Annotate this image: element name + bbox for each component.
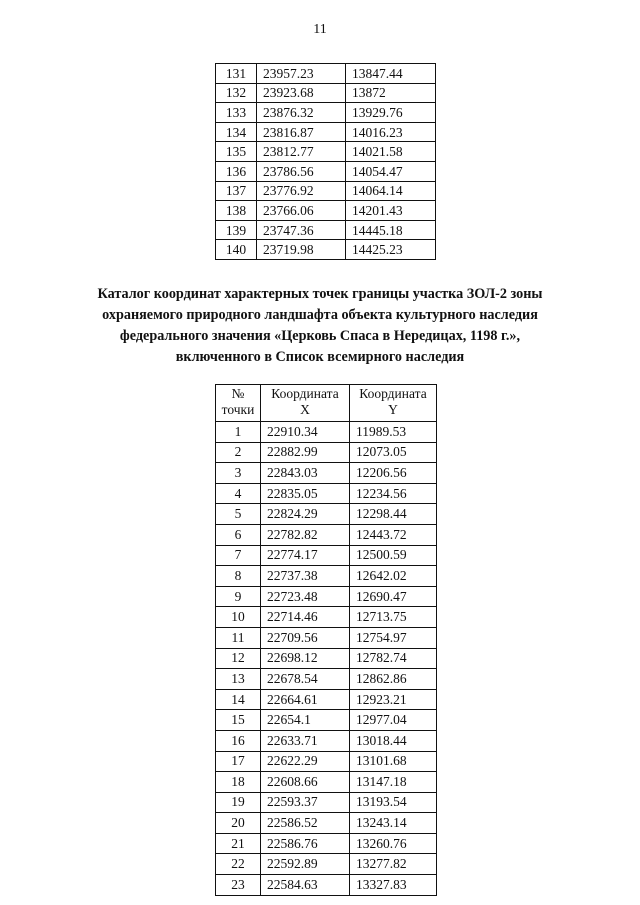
coordinate-y-cell: 14425.23 xyxy=(346,240,436,260)
coordinate-x-cell: 22824.29 xyxy=(261,504,350,525)
coordinate-x-cell: 23957.23 xyxy=(257,64,346,84)
header-text: № xyxy=(231,386,245,401)
table-row xyxy=(216,181,436,201)
point-number-cell: 20 xyxy=(216,813,261,834)
coordinate-y-cell: 12923.21 xyxy=(350,689,437,710)
coordinate-y-cell: 12234.56 xyxy=(350,483,437,504)
point-number-cell: 13 xyxy=(216,669,261,690)
point-number-cell: 140 xyxy=(216,240,257,260)
header-text: Y xyxy=(388,402,398,417)
point-number-cell: 19 xyxy=(216,792,261,813)
coordinate-y-cell: 12073.05 xyxy=(350,442,437,463)
coordinate-x-cell: 22608.66 xyxy=(261,772,350,793)
point-number-cell: 22 xyxy=(216,854,261,875)
catalog-title-line: Каталог координат характерных точек границы участка ЗОЛ-2 зоны xyxy=(97,286,543,302)
coordinate-x-cell: 23786.56 xyxy=(257,161,346,181)
table-row xyxy=(216,566,437,587)
table-row xyxy=(216,689,437,710)
coordinate-x-cell: 22584.63 xyxy=(261,875,350,896)
point-number-cell: 23 xyxy=(216,875,261,896)
point-number-cell: 139 xyxy=(216,220,257,240)
catalog-title-line: охраняемого природного ландшафта объекта культурного наследия xyxy=(102,307,538,323)
table-row xyxy=(216,64,436,84)
point-number-cell: 10 xyxy=(216,607,261,628)
table-row xyxy=(216,586,437,607)
point-number-cell: 1 xyxy=(216,422,261,443)
point-number-cell: 132 xyxy=(216,83,257,103)
point-number-cell: 16 xyxy=(216,730,261,751)
coordinate-x-cell: 22664.61 xyxy=(261,689,350,710)
coordinate-x-cell: 22654.1 xyxy=(261,710,350,731)
coordinate-x-cell: 22843.03 xyxy=(261,463,350,484)
coordinate-x-cell: 22592.89 xyxy=(261,854,350,875)
header-point-number xyxy=(216,385,261,422)
table-row xyxy=(216,524,437,545)
point-number-cell: 14 xyxy=(216,689,261,710)
coordinate-x-cell: 23923.68 xyxy=(257,83,346,103)
coordinate-y-cell: 12782.74 xyxy=(350,648,437,669)
header-coordinate-y xyxy=(350,385,437,422)
table-row xyxy=(216,710,437,731)
coordinate-x-cell: 22709.56 xyxy=(261,627,350,648)
table-row xyxy=(216,201,436,221)
table-row xyxy=(216,607,437,628)
coordinate-x-cell: 23876.32 xyxy=(257,103,346,123)
coordinate-y-cell: 12977.04 xyxy=(350,710,437,731)
table-row xyxy=(216,83,436,103)
point-number-cell: 17 xyxy=(216,751,261,772)
table-row xyxy=(216,627,437,648)
table-row xyxy=(216,463,437,484)
page-number: 11 xyxy=(313,22,327,37)
point-number-cell: 6 xyxy=(216,524,261,545)
coordinate-y-cell: 12206.56 xyxy=(350,463,437,484)
point-number-cell: 12 xyxy=(216,648,261,669)
coordinate-y-cell: 12754.97 xyxy=(350,627,437,648)
point-number-cell: 131 xyxy=(216,64,257,84)
table-row xyxy=(216,161,436,181)
table-row xyxy=(216,813,437,834)
coordinate-y-cell: 14201.43 xyxy=(346,201,436,221)
point-number-cell: 135 xyxy=(216,142,257,162)
point-number-cell: 138 xyxy=(216,201,257,221)
point-number-cell: 11 xyxy=(216,627,261,648)
table-row xyxy=(216,854,437,875)
coordinate-y-cell: 14064.14 xyxy=(346,181,436,201)
point-number-cell: 4 xyxy=(216,483,261,504)
coordinate-y-cell: 13243.14 xyxy=(350,813,437,834)
point-number-cell: 9 xyxy=(216,586,261,607)
table-row xyxy=(216,442,437,463)
coordinate-x-cell: 22633.71 xyxy=(261,730,350,751)
point-number-cell: 5 xyxy=(216,504,261,525)
coordinate-y-cell: 13277.82 xyxy=(350,854,437,875)
table-row xyxy=(216,772,437,793)
coordinate-y-cell: 12862.86 xyxy=(350,669,437,690)
header-text: Координата xyxy=(271,386,339,401)
table-row xyxy=(216,240,436,260)
coordinate-x-cell: 22586.76 xyxy=(261,833,350,854)
coordinate-x-cell: 22737.38 xyxy=(261,566,350,587)
point-number-cell: 7 xyxy=(216,545,261,566)
coordinate-y-cell: 13101.68 xyxy=(350,751,437,772)
coordinate-y-cell: 12713.75 xyxy=(350,607,437,628)
coordinate-y-cell: 13847.44 xyxy=(346,64,436,84)
table-row xyxy=(216,220,436,240)
coordinate-y-cell: 14054.47 xyxy=(346,161,436,181)
coordinate-y-cell: 13260.76 xyxy=(350,833,437,854)
header-coordinate-x xyxy=(261,385,350,422)
table-row xyxy=(216,142,436,162)
coordinate-y-cell: 14021.58 xyxy=(346,142,436,162)
catalog-title-line: включенного в Список всемирного наследия xyxy=(175,349,465,365)
coordinate-x-cell: 22835.05 xyxy=(261,483,350,504)
coordinate-x-cell: 22774.17 xyxy=(261,545,350,566)
header-text: Координата xyxy=(359,386,427,401)
coordinate-y-cell: 12500.59 xyxy=(350,545,437,566)
coordinates-table-continued xyxy=(215,63,436,260)
point-number-cell: 134 xyxy=(216,122,257,142)
coordinate-y-cell: 12298.44 xyxy=(350,504,437,525)
table-row xyxy=(216,730,437,751)
coordinate-y-cell: 13929.76 xyxy=(346,103,436,123)
coordinate-x-cell: 23766.06 xyxy=(257,201,346,221)
coordinate-x-cell: 22910.34 xyxy=(261,422,350,443)
table-row xyxy=(216,833,437,854)
coordinate-x-cell: 22714.46 xyxy=(261,607,350,628)
coordinate-x-cell: 22723.48 xyxy=(261,586,350,607)
header-text: точки xyxy=(221,402,255,417)
coordinate-y-cell: 13147.18 xyxy=(350,772,437,793)
point-number-cell: 133 xyxy=(216,103,257,123)
coordinate-x-cell: 22593.37 xyxy=(261,792,350,813)
coordinate-x-cell: 22698.12 xyxy=(261,648,350,669)
coordinate-x-cell: 22782.82 xyxy=(261,524,350,545)
coordinate-y-cell: 12443.72 xyxy=(350,524,437,545)
header-text: X xyxy=(300,402,310,417)
coordinate-x-cell: 22882.99 xyxy=(261,442,350,463)
table-row xyxy=(216,875,437,896)
table-row xyxy=(216,545,437,566)
coordinate-x-cell: 22622.29 xyxy=(261,751,350,772)
table-row xyxy=(216,751,437,772)
coordinate-x-cell: 23747.36 xyxy=(257,220,346,240)
catalog-title-line: федерального значения «Церковь Спаса в Нередицах, 1198 г.», xyxy=(119,328,521,344)
coordinate-y-cell: 14445.18 xyxy=(346,220,436,240)
coordinates-table-zol2 xyxy=(215,384,437,896)
point-number-cell: 137 xyxy=(216,181,257,201)
point-number-cell: 21 xyxy=(216,833,261,854)
table-row xyxy=(216,483,437,504)
coordinate-x-cell: 23719.98 xyxy=(257,240,346,260)
point-number-cell: 136 xyxy=(216,161,257,181)
coordinate-x-cell: 22678.54 xyxy=(261,669,350,690)
table-row xyxy=(216,792,437,813)
table-row xyxy=(216,648,437,669)
coordinate-y-cell: 12690.47 xyxy=(350,586,437,607)
coordinate-y-cell: 11989.53 xyxy=(350,422,437,443)
coordinate-y-cell: 13327.83 xyxy=(350,875,437,896)
coordinate-y-cell: 13872 xyxy=(346,83,436,103)
table-row xyxy=(216,669,437,690)
coordinate-x-cell: 22586.52 xyxy=(261,813,350,834)
table-row xyxy=(216,122,436,142)
coordinate-y-cell: 12642.02 xyxy=(350,566,437,587)
point-number-cell: 15 xyxy=(216,710,261,731)
coordinate-x-cell: 23812.77 xyxy=(257,142,346,162)
table-row xyxy=(216,504,437,525)
coordinate-x-cell: 23776.92 xyxy=(257,181,346,201)
coordinate-y-cell: 14016.23 xyxy=(346,122,436,142)
catalog-title xyxy=(60,284,580,368)
point-number-cell: 3 xyxy=(216,463,261,484)
coordinate-y-cell: 13018.44 xyxy=(350,730,437,751)
table-header-row xyxy=(216,385,437,422)
coordinate-x-cell: 23816.87 xyxy=(257,122,346,142)
point-number-cell: 2 xyxy=(216,442,261,463)
table-row xyxy=(216,103,436,123)
coordinate-y-cell: 13193.54 xyxy=(350,792,437,813)
point-number-cell: 18 xyxy=(216,772,261,793)
table-row xyxy=(216,422,437,443)
point-number-cell: 8 xyxy=(216,566,261,587)
